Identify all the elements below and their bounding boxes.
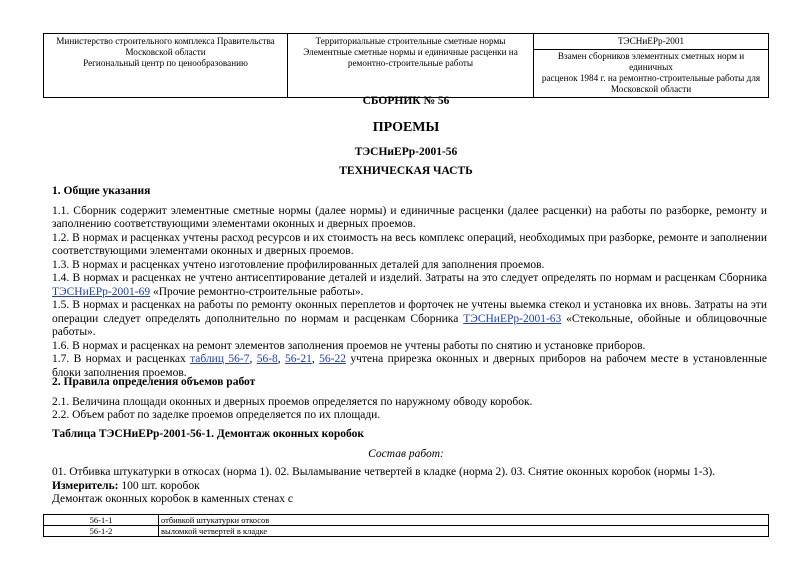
collection-code: ТЭСНиЕРр-2001-56 — [354, 146, 458, 158]
header-replaces: Взамен сборников элементных сметных норм и единичных расценок 1984 г. на ремонтно-строительные работы для Московской области — [534, 49, 768, 95]
header-ministry: Министерство строительного комплекса Правительства Московской области Региональный центр по ценообразованию — [44, 34, 288, 98]
work-operations: 01. Отбивка штукатурки в откосах (норма 1). 02. Выламывание четвертей в кладке (норма 2). 03. Снятие оконных коробок (нормы 1-3). — [52, 466, 716, 478]
tech-part-heading: ТЕХНИЧЕСКАЯ ЧАСТЬ — [339, 165, 473, 177]
paragraph-2-1: 2.1. Величина площади оконных и дверных проемов определяется по наружному обводу коробок. — [52, 395, 533, 408]
header-table — [43, 33, 769, 98]
section1-heading: 1. Общие указания — [52, 185, 151, 197]
row-description: отбивкой штукатурки откосов — [159, 515, 769, 526]
paragraph-1-2: 1.2. В нормах и расценках учтены расход ресурсов и их стоимость на весь комплекс операций, необходимых при разборке, ремонте и заполнении соответствующими элементами оконных и дверных проемов. — [52, 231, 767, 257]
paragraph-1-1: 1.1. Сборник содержит элементные сметные нормы (далее нормы) и единичные расценки (далее расценки) на работы по разборке, ремонту и заполнению соответствующими элементами оконных и дверных проемов. — [52, 204, 767, 230]
table-heading: Таблица ТЭСНиЕРр-2001-56-1. Демонтаж оконных коробок — [52, 428, 364, 440]
row-code: 56-1-1 — [44, 515, 159, 526]
row-description: выломкой четвертей в кладке — [159, 526, 769, 537]
paragraph-1-7: 1.7. В нормах и расценках таблиц 56-7, 56-8, 56-21, 56-22 учтена прирезка оконных и дверных приборов на рабочем месте в установленные блоки заполнения проемов. — [52, 353, 768, 379]
link-table-56-21[interactable]: 56-21 — [285, 353, 312, 365]
header-code-cell — [534, 34, 769, 98]
work-composition-label: Состав работ: — [368, 448, 444, 460]
link-table-56-22[interactable]: 56-22 — [319, 353, 346, 365]
section1 — [52, 185, 767, 380]
paragraph-2-2: 2.2. Объем работ по заделке проемов определяется по их площади. — [52, 409, 381, 421]
paragraph-1-5: 1.5. В нормах и расценках на работы по ремонту оконных переплетов и форточек не учтены выемка стекол и установка их вновь. Затраты на эти операции следует определять дополнительно по нормам и расценкам Сборника ТЭСНиЕРр-2001-63 «Стекольные, обойные и облицовочные работы». — [52, 299, 767, 338]
link-tesnerr-63[interactable]: ТЭСНиЕРр-2001-63 — [463, 312, 562, 325]
norms-table — [43, 514, 769, 537]
table-subtitle: Демонтаж оконных коробок в каменных стенах с — [52, 493, 293, 505]
paragraph-1-4: 1.4. В нормах и расценках не учтено антисептирование деталей и изделий. Затраты на это следует определять по нормам и расценкам Сборника ТЭСНиЕРр-2001-69 «Прочие ремонтно-строительные работы». — [52, 272, 767, 298]
paragraph-1-3: 1.3. В нормах и расценках учтено изготовление профилированных деталей для заполнения проемов. — [52, 258, 545, 271]
row-code: 56-1-2 — [44, 526, 159, 537]
section2 — [52, 376, 767, 423]
table-row — [44, 515, 769, 526]
paragraph-1-6: 1.6. В нормах и расценках на ремонт элементов заполнения проемов не учтены работы по снятию и установке приборов. — [52, 339, 646, 352]
link-table-56-8[interactable]: 56-8 — [256, 353, 278, 365]
section2-heading: 2. Правила определения объемов работ — [52, 376, 256, 388]
link-tesnerr-69[interactable]: ТЭСНиЕРр-2001-69 — [52, 285, 151, 298]
table-intro — [52, 466, 767, 507]
page-title: ПРОЕМЫ — [372, 120, 440, 135]
link-table-56-7[interactable]: таблиц 56-7 — [190, 353, 250, 365]
header-code: ТЭСНиЕРр-2001 — [617, 36, 685, 46]
collection-number: СБОРНИК № 56 — [362, 95, 450, 107]
table-row — [44, 526, 769, 537]
header-norms: Территориальные строительные сметные нормы Элементные сметные нормы и единичные расценки на ремонтно-строительные работы — [288, 34, 534, 98]
meter-line: Измеритель: 100 шт. коробок — [52, 479, 200, 492]
